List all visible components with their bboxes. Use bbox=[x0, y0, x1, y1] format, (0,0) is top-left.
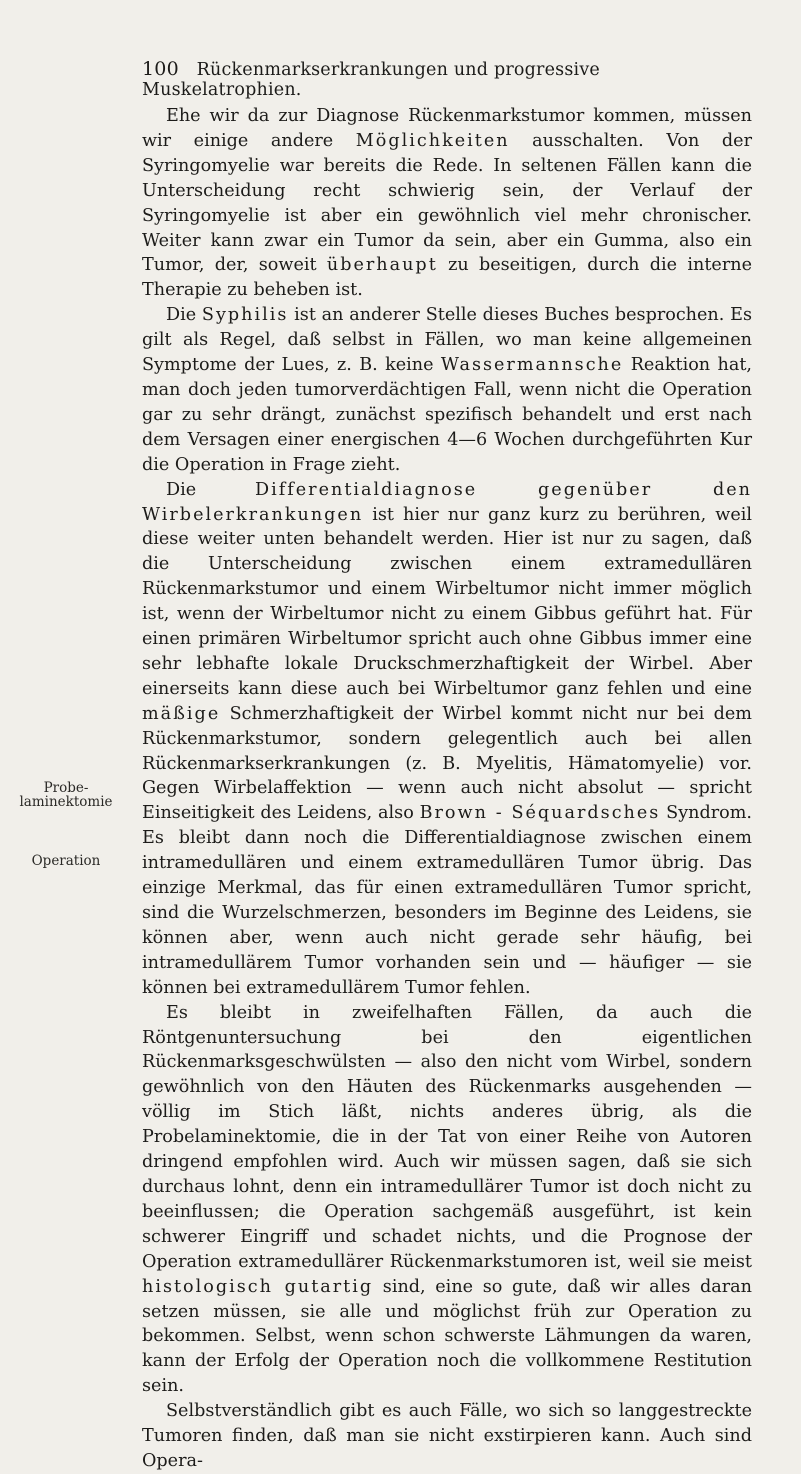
paragraph-4: Es bleibt in zweifelhaften Fällen, da auch die Röntgenuntersuchung bei den eigentlichen Rückenmarksgeschwülsten — also den nicht vom Wirbel, sondern gewöhnlich von den Häuten des Rückenmarks ausgehenden — völlig im Stich läßt, nichts anderes übrig, als die Probelaminektomie, die in der Tat von einer Reihe von Autoren dringend empfohlen wird. Auch wir müssen sagen, daß sie sich durchaus lohnt, denn ein intramedullärer Tumor ist doch nicht zu beeinflussen; die Operation sachgemäß ausgeführt, ist kein schwerer Eingriff und schadet nichts, und die Prognose der Operation extramedullärer Rückenmarkstumoren ist, weil sie meist histologisch gutartig sind, eine so gute, daß wir alles daran setzen müssen, sie alle und möglichst früh zur Operation zu bekommen. Selbst, wenn schon schwerste Lähmungen da waren, kann der Erfolg der Operation noch die vollkommene Restitution sein. bbox=[142, 1002, 752, 1397]
paragraph-1: Ehe wir da zur Diagnose Rückenmarkstumor kommen, müssen wir einige andere Möglichkeiten ausschalten. Von der Syringomyelie war bereits die Rede. In seltenen Fällen kann die Unterscheidung recht schwierig sein, der Verlauf der Syringomyelie ist aber ein gewöhnlich viel mehr chronischer. Weiter kann zwar ein Tumor da sein, aber ein Gumma, also ein Tumor, der, soweit überhaupt zu beseitigen, durch die interne Therapie zu beheben ist. bbox=[142, 106, 752, 301]
margin-note-probelaminektomie: Probe-laminektomie bbox=[19, 780, 113, 810]
paragraph-3: Die Differentialdiagnose gegenüber den Wirbelerkrankungen ist hier nur ganz kurz zu berühren, weil diese weiter unten behandelt werden. Hier ist nur zu sagen, daß die Unterscheidung zwischen einem extramedullären Rückenmarkstumor und einem Wirbeltumor nicht immer möglich ist, wenn der Wirbeltumor nicht zu einem Gibbus geführt hat. Für einen primären Wirbeltumor spricht auch ohne Gibbus immer eine sehr lebhafte lokale Druckschmerzhaftigkeit der Wirbel. Aber einerseits kann diese auch bei Wirbeltumor ganz fehlen und eine mäßige Schmerzhaftigkeit der Wirbel kommt nicht nur bei dem Rückenmarkstumor, sondern gelegentlich auch bei allen Rückenmarkserkrankungen (z. B. Myelitis, Hämatomyelie) vor. Gegen Wirbelaffektion — wenn auch nicht absolut — spricht Einseitigkeit des Leidens, also Brown - Séquardsches Syndrom. Es bleibt dann noch die Differentialdiagnose zwischen einem intramedullären und einem extramedullären Tumor übrig. Das einzige Merkmal, das für einen extramedullären Tumor spricht, sind die Wurzelschmerzen, besonders im Beginne des Leidens, sie können aber, wenn auch nicht gerade sehr häufig, bei intramedullärem Tumor vorhanden sein und — häufiger — sie können bei extramedullärem Tumor fehlen. bbox=[142, 479, 753, 998]
margin-note-operation: Operation bbox=[31, 853, 101, 869]
body-text bbox=[142, 104, 752, 1474]
paragraph-5: Selbstverständlich gibt es auch Fälle, wo sich so langgestreckte Tumoren finden, daß man sie nicht exstirpieren kann. Auch sind Opera- bbox=[142, 1401, 752, 1471]
running-title: Rückenmarkserkrankungen und progressive Muskelatrophien. bbox=[142, 60, 600, 100]
running-header bbox=[142, 58, 752, 100]
page-number: 100 bbox=[142, 58, 179, 80]
paragraph-2: Die Syphilis ist an anderer Stelle dieses Buches besprochen. Es gilt als Regel, daß selbst in Fällen, wo man keine allgemeinen Symptome der Lues, z. B. keine Wassermannsche Reaktion hat, man doch jeden tumorverdächtigen Fall, wenn nicht die Operation gar zu sehr drängt, zunächst spezifisch behandelt und erst nach dem Versagen einer energischen 4—6 Wochen durchgeführten Kur die Operation in Frage zieht. bbox=[142, 305, 752, 475]
